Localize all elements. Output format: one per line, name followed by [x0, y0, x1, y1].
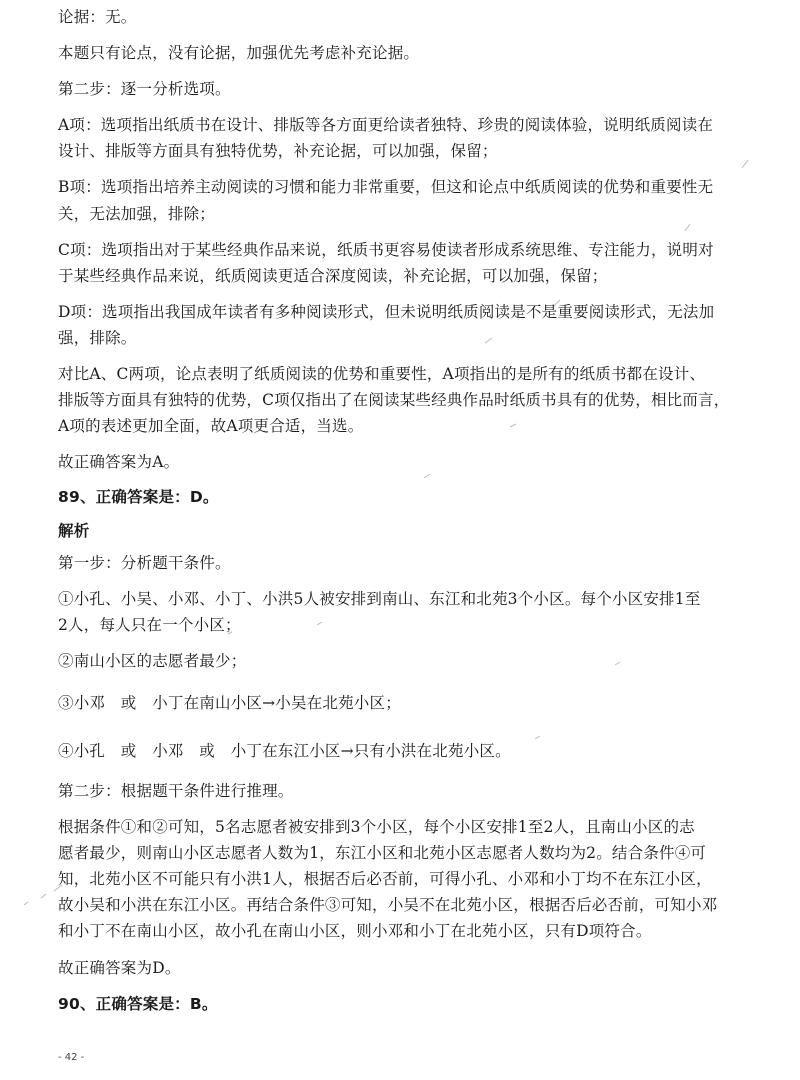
text-line: 强，排除。: [58, 329, 137, 347]
text-line: 第二步：逐一分析选项。: [58, 80, 231, 98]
text-line: 故正确答案为D。: [58, 959, 181, 977]
text-line: 排版等方面具有独特的优势，C项仅指出了在阅读某些经典作品时纸质书具有的优势，相比而言，: [58, 391, 730, 409]
text-line: ④小孔 或 小邓 或 小丁在东江小区→只有小洪在北苑小区。: [58, 742, 511, 760]
text-line: 故正确答案为A。: [58, 453, 180, 471]
text-line: 知，北苑小区不可能只有小洪1人，根据否后必否前，可得小孔、小邓和小丁均不在东江小区，: [58, 870, 712, 888]
text-line: 论据：无。: [58, 8, 137, 26]
text-line: 于某些经典作品来说，纸质阅读更适合深度阅读，补充论据，可以加强，保留；: [58, 267, 608, 285]
text-line: A项：选项指出纸质书在设计、排版等各方面更给读者独特、珍贵的阅读体验，说明纸质阅读在: [58, 116, 714, 134]
text-line: A项的表述更加全面，故A项更合适，当选。: [58, 417, 364, 435]
text-line: C项：选项指出对于某些经典作品来说，纸质书更容易使读者形成系统思维、专注能力，说明对: [58, 241, 714, 259]
text-line: 对比A、C两项，论点表明了纸质阅读的优势和重要性，A项指出的是所有的纸质书都在设计、: [58, 365, 706, 383]
text-line: 2人，每人只在一个小区；: [58, 616, 241, 634]
text-line: ②南山小区的志愿者最少；: [58, 652, 247, 670]
analysis-heading: 解析: [58, 522, 90, 540]
text-line: 设计、排版等方面具有独特优势，补充论据，可以加强，保留；: [58, 142, 498, 160]
text-line: 故小吴和小洪在东江小区。再结合条件③可知，小吴不在北苑小区，根据否后必否前，可知小邓: [58, 896, 718, 914]
page-number: - 42 -: [58, 1052, 85, 1063]
text-line: ③小邓 或 小丁在南山小区→小吴在北苑小区；: [58, 694, 401, 712]
text-line: 根据条件①和②可知，5名志愿者被安排到3个小区，每个小区安排1至2人，且南山小区的志: [58, 818, 695, 836]
text-line: D项：选项指出我国成年读者有多种阅读形式，但未说明纸质阅读是不是重要阅读形式，无法加: [58, 303, 715, 321]
text-line: B项：选项指出培养主动阅读的习惯和能力非常重要，但这和论点中纸质阅读的优势和重要性无: [58, 178, 714, 196]
answer-heading: 89、正确答案是：D。: [58, 488, 219, 506]
text-line: 第一步：分析题干条件。: [58, 554, 231, 572]
text-line: ①小孔、小吴、小邓、小丁、小洪5人被安排到南山、东江和北苑3个小区。每个小区安排1至: [58, 590, 701, 608]
answer-heading: 90、正确答案是：B。: [58, 995, 218, 1013]
text-line: 和小丁不在南山小区，故小孔在南山小区，则小邓和小丁在北苑小区，只有D项符合。: [58, 922, 652, 940]
text-line: 第二步：根据题干条件进行推理。: [58, 782, 294, 800]
text-line: 愿者最少，则南山小区志愿者人数为1，东江小区和北苑小区志愿者人数均为2。结合条件④可: [58, 844, 707, 862]
text-line: 本题只有论点，没有论据，加强优先考虑补充论据。: [58, 44, 420, 62]
text-line: 关，无法加强，排除；: [58, 205, 216, 223]
